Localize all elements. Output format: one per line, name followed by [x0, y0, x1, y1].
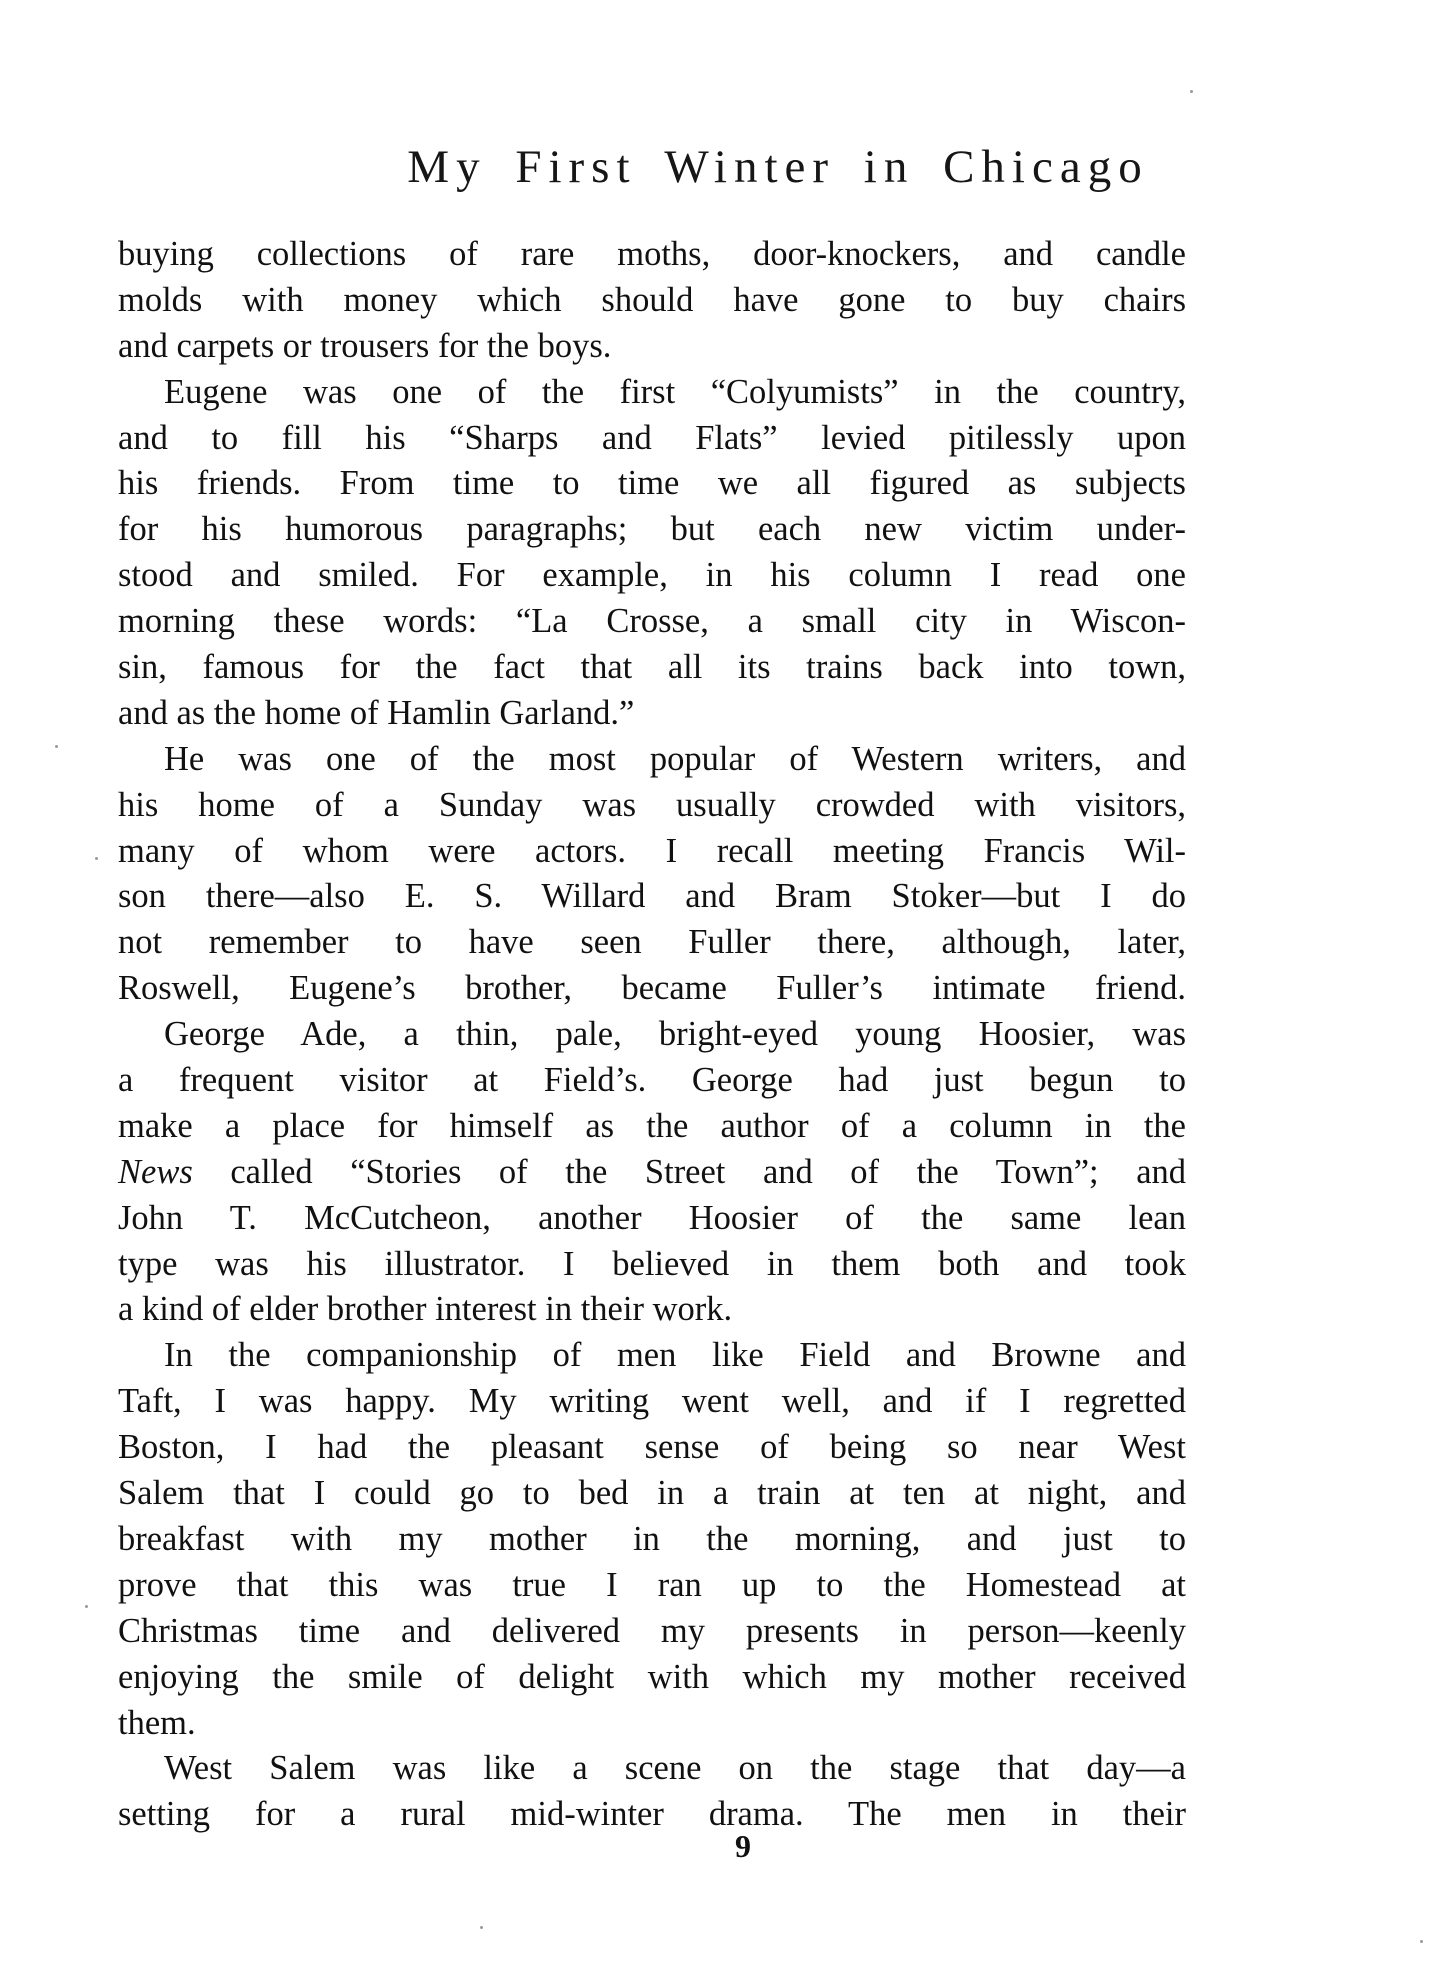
text-line: stood and smiled. For example, in his column I read one — [118, 556, 1186, 595]
text-line: morning these words: “La Crosse, a small city in Wiscon- — [118, 602, 1186, 641]
text-line: and to fill his “Sharps and Flats” levied pitilessly upon — [118, 418, 1186, 457]
text-line: prove that this was true I ran up to the Homestead at — [118, 1565, 1186, 1604]
scan-speck — [1420, 1940, 1423, 1943]
body-text — [118, 232, 1186, 1838]
text-line: many of whom were actors. I recall meeting Francis Wil- — [118, 831, 1186, 870]
text-line: Boston, I had the pleasant sense of being so near West — [118, 1428, 1186, 1467]
text-line: Salem that I could go to bed in a train at ten at night, and — [118, 1474, 1186, 1513]
paragraph-first-line: In the companionship of men like Field and Browne and — [164, 1336, 1186, 1375]
scan-speck — [1190, 90, 1193, 93]
text-line: Christmas time and delivered my presents in person—keenly — [118, 1611, 1186, 1650]
text-line: them. — [118, 1703, 196, 1742]
text-line: for his humorous paragraphs; but each new victim under- — [118, 510, 1186, 549]
text-line: and carpets or trousers for the boys. — [118, 326, 612, 365]
paragraph-first-line: George Ade, a thin, pale, bright-eyed young Hoosier, was — [164, 1015, 1186, 1054]
text-line: his friends. From time to time we all figured as subjects — [118, 464, 1186, 503]
text-line: his home of a Sunday was usually crowded with visitors, — [118, 785, 1186, 824]
text-line: a kind of elder brother interest in their work. — [118, 1290, 733, 1329]
text-line: Roswell, Eugene’s brother, became Fuller’s intimate friend. — [118, 969, 1186, 1008]
text-line: type was his illustrator. I believed in them both and took — [118, 1244, 1186, 1283]
text-line: breakfast with my mother in the morning, and just to — [118, 1519, 1186, 1558]
paragraph-first-line: Eugene was one of the first “Colyumists” in the country, — [164, 372, 1186, 411]
text-line: molds with money which should have gone to buy chairs — [118, 280, 1186, 319]
text-line: setting for a rural mid-winter drama. The men in their — [118, 1795, 1186, 1834]
text-line: enjoying the smile of delight with which my mother received — [118, 1657, 1186, 1696]
paragraph-first-line: West Salem was like a scene on the stage that day—a — [164, 1749, 1186, 1788]
text-line: buying collections of rare moths, door-knockers, and candle — [118, 235, 1186, 273]
text-line-with-italic — [118, 1150, 1186, 1196]
italic-word: News — [118, 1152, 193, 1191]
text-line: Taft, I was happy. My writing went well, and if I regretted — [118, 1382, 1186, 1421]
scan-speck — [480, 1926, 483, 1929]
scan-speck — [55, 745, 58, 748]
text-line-rest: called “Stories of the Street and of the Town”; and — [230, 1152, 1187, 1191]
text-line: make a place for himself as the author of a column in the — [118, 1106, 1186, 1145]
scan-speck — [85, 1605, 88, 1608]
text-line: son there—also E. S. Willard and Bram Stoker—but I do — [118, 877, 1186, 916]
running-head: My First Winter in Chicago — [407, 141, 1149, 193]
scan-speck — [95, 857, 98, 860]
text-line: John T. McCutcheon, another Hoosier of the same lean — [118, 1198, 1186, 1237]
page-number: 9 — [735, 1828, 751, 1864]
text-line: and as the home of Hamlin Garland.” — [118, 693, 635, 732]
paragraph-first-line: He was one of the most popular of Western writers, and — [164, 739, 1186, 778]
text-line: sin, famous for the fact that all its trains back into town, — [118, 648, 1186, 687]
text-line: not remember to have seen Fuller there, although, later, — [118, 923, 1186, 962]
text-line: a frequent visitor at Field’s. George had just begun to — [118, 1061, 1186, 1100]
